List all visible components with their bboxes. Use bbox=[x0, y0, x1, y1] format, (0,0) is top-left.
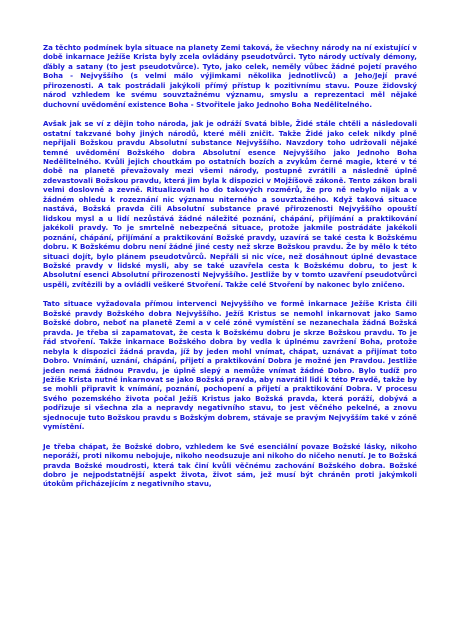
paragraph-4: Je třeba chápat, že Božské dobro, vzhledem ke Své esenciální povaze Božské lásky, nikoho neporáží, proti nikomu nebojuje, nikoho neodsuzuje ani nikoho do ničeho nenutí. Je to Božská pravda Božské moudrosti, která tak činí kvůli věčnému zachování Božského dobra. Božské dobro je nejpodstatnější aspekt života, život sám, jež musí být chráněn proti jakýmkoli útokům přicházejícím z negativního stavu, bbox=[43, 441, 417, 489]
paragraph-2: Avšak jak se ví z dějin toho národa, jak je odráží Svatá bible, Židé stále chtěli a následovali ostatní takzvané bohy jiných národů, které měli zničit. Takže Židé jako celek nikdy plně nepřijali Božskou pravdu Absolutní substance Nejvyššího. Navzdory toho udržovali nějaké temné uvědomění Božského dobra Absolutní esence Nejvyššího jako Jednoho Boha Nedělitelného. Kvůli jejich choutkám po ostatních bozích a zvykům černé magie, které v té době na planetě převažovaly mezi všemi národy, postupně zvrátili a následně úplně zdevastovali Božskou pravdu, která jim byla k dispozici v Mojžíšově zákoně. Tento zákon brali velmi doslovně a zevně. Ritualizovali ho do takových rozměrů, že pro ně nebylo nijak a v žádném ohledu k rozeznání nic významu niterného a souvztažného. Když taková situace nastává, Božská pravda čili Absolutní substance pravé přirozenosti Nejvyššího opouští lidskou mysl a u lidí nezůstává žádné náležité poznání, chápání, přijímání a praktikování jakékoli pravdy. To je smrtelně nebezpečná situace, protože jakmile postrádáte jakékoli poznání, chápání, přijímání a praktikování Božské pravdy, uzavírá se také cesta k Božskému dobru. K Božskému dobru není žádné jiné cesty než skrze Božskou pravdu. Že by mělo k této situaci dojít, bylo plánem pseudotvůrců. Nepřáli si nic více, než dosáhnout úplné devastace Božské pravdy v lidské mysli, aby se také uzavřela cesta k Božskému dobru, to jest k Absolutní esenci Absolutní přirozenosti Nejvyššího. Jestliže by v tomto uzavření pseudotvůrci uspěli, zvítězili by a ovládli veškeré Stvoření. Takže celé Stvoření by nakonec bylo zničeno. bbox=[43, 119, 417, 289]
document-page bbox=[43, 43, 417, 499]
paragraph-3: Tato situace vyžadovala přímou intervenci Nejvyššího ve formě inkarnace Ježíše Krista čili Božské pravdy Božského dobra Nejvyššího. Ježíš Kristus se nemohl inkarnovat jako Samo Božské dobro, neboť na planetě Zemi a v celé zóně vymístění se nezanechala žádná Božská pravda. Je třeba si zapamatovat, že cesta k Božskému dobru je skrze Božskou pravdu. To je řád stvoření. Takže inkarnace Božského dobra by vedla k úplnému zavržení Boha, protože nebyla k dispozici žádná pravda, jíž by jeden mohl vnímat, chápat, uznávat a přijímat toto Dobro. Vnímání, uznání, chápání, přijetí a praktikování Dobra je možné jen Pravdou. Jestliže jeden nemá žádnou Pravdu, je úplně slepý a nemůže vnímat žádné Dobro. Bylo tudíž pro Ježíše Krista nutné inkarnovat se jako Božská pravda, aby navrátil lidi k této Pravdě, takže by se mohli připravit k vnímání, poznání, pochopení a přijetí a praktikování Dobra. V procesu Svého pozemského života počal Ježíš Kristus jako Božská pravda, která poráží, dobývá a podřizuje si všechna zla a nepravdy negativního stavu, to jest věčného pekelné, a znovu sjednocuje tuto Božskou pravdu s Božským dobrem, stávaje se pravým Nejvyšším také v zóně vymístění. bbox=[43, 299, 417, 432]
paragraph-1: Za těchto podmínek byla situace na planety Zemi taková, že všechny národy na ní existující v době inkarnace Ježíše Krista byly zcela ovládány pseudotvůrci. Tyto národy uctívaly démony, ďábly a satany (to jest pseudotvůrce). Tyto, jako celek, neměly vůbec žádné pojetí pravého Boha - Nejvyššího (s velmi málo výjimkami několika jednotlivců) a Jeho/Její pravé přirozenosti. A tak postrádali jakýkoli přímý přístup k pozitivnímu stavu. Pouze židovský národ vzhledem ke svému souvztažnému významu, smyslu a reprezentaci měl nějaké duchovní uvědomění existence Boha - Stvořitele jako Jednoho Boha Nedělitelného. bbox=[43, 43, 417, 109]
